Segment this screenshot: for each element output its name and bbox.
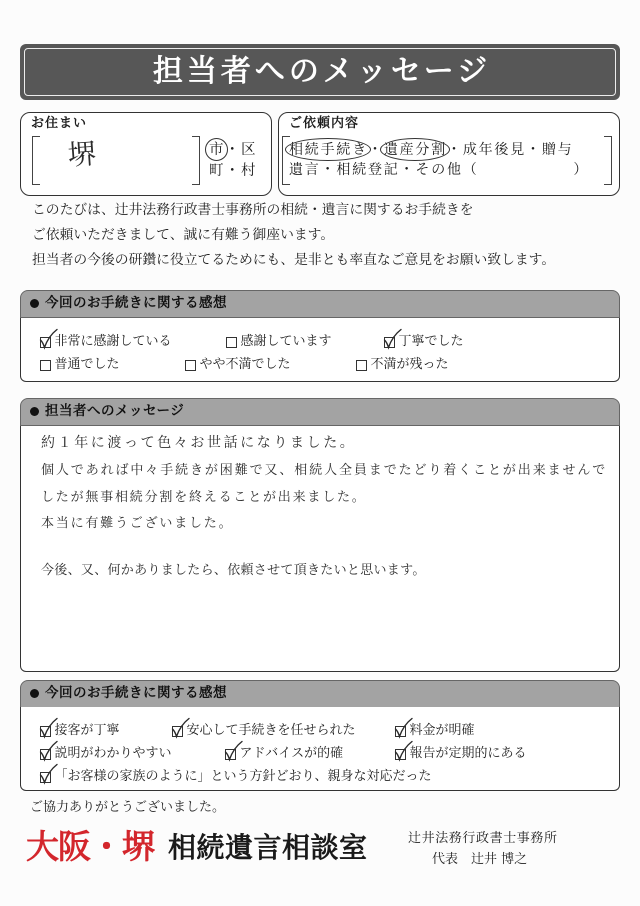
option-label: 不満が残った: [370, 357, 449, 372]
bracket-close-icon: [192, 136, 200, 185]
intro-line: このたびは、辻井法務行政書士事務所の相続・遺言に関するお手続きを: [32, 202, 474, 218]
option-clear-explanation: [40, 746, 172, 762]
request-box: [278, 112, 620, 196]
option-somewhat-dissatisfied: [185, 357, 291, 373]
municipality-option-town-village[interactable]: 町・村: [209, 163, 257, 179]
request-options-row-2[interactable]: 遺言・相続登記・その他（ ）: [289, 162, 590, 178]
service-section-header: [20, 680, 620, 708]
option-polite: [384, 334, 464, 350]
option-label: 説明がわかりやすい: [54, 746, 172, 761]
bracket-open-icon: [32, 136, 40, 185]
option-label: 料金が明確: [409, 723, 475, 738]
check-mark-icon: [383, 329, 402, 350]
bullet-icon: [30, 299, 39, 308]
option-very-grateful: [40, 334, 172, 350]
option-accurate-advice: [225, 746, 344, 762]
checkbox[interactable]: [395, 749, 406, 760]
option-trustworthy: [172, 723, 356, 739]
option-regular-reports: [395, 746, 527, 762]
service-options-box: [20, 707, 620, 791]
form-title-banner: [20, 44, 620, 100]
impression-options-box: [20, 318, 620, 382]
request-label: ご依頼内容: [289, 116, 360, 131]
option-label: 丁寧でした: [398, 334, 464, 349]
impression-section-header: [20, 290, 620, 318]
check-mark-icon: [39, 329, 58, 350]
handwritten-message-line: 本当に有難うございました。: [41, 516, 234, 531]
bullet-icon: [30, 407, 39, 416]
checkbox[interactable]: [185, 360, 196, 371]
check-mark-stroke: [172, 718, 189, 736]
municipality-option-ward[interactable]: ・区: [225, 142, 257, 158]
representative-name: 代表 辻井 博之: [432, 852, 528, 867]
check-mark-icon: [394, 741, 413, 762]
handwritten-message-line: したが無事相続分割を終えることが出来ました。: [41, 490, 367, 505]
option-label: 報告が定期的にある: [409, 746, 527, 761]
option-average: [40, 357, 120, 373]
request-separator: ・: [368, 142, 384, 158]
message-section-header: [20, 398, 620, 426]
option-family-like-care: [40, 769, 432, 785]
brand-place-name: 大阪・堺: [26, 827, 154, 866]
option-label: 「お客様の家族のように」という方針どおり、親身な対応だった: [54, 769, 432, 784]
option-clear-fees: [395, 723, 475, 739]
check-mark-icon: [39, 741, 58, 762]
checkbox[interactable]: [40, 726, 51, 737]
checkbox[interactable]: [384, 337, 395, 348]
form-title: 担当者へのメッセージ: [152, 54, 492, 89]
option-label: 感謝しています: [240, 334, 332, 349]
residence-box: [20, 112, 272, 196]
checkbox[interactable]: [40, 360, 51, 371]
check-mark-icon: [39, 764, 58, 785]
municipality-option-city[interactable]: 市: [209, 142, 225, 158]
check-mark-icon: [394, 718, 413, 739]
section-title: 今回のお手続きに関する感想: [45, 685, 227, 701]
municipality-type-row: [209, 141, 257, 159]
option-label: アドバイスが的確: [239, 746, 344, 761]
check-mark-stroke: [40, 718, 57, 736]
check-mark-icon: [224, 741, 243, 762]
residence-handwritten-value: 堺: [66, 137, 98, 172]
request-options-row-1: [289, 141, 573, 159]
handwritten-message-line: 約１年に渡って色々お世話になりました。: [41, 435, 357, 451]
check-mark-icon: [171, 718, 190, 739]
check-mark-stroke: [395, 718, 412, 736]
option-courteous-service: [40, 723, 120, 739]
check-mark-stroke: [40, 741, 57, 759]
check-mark-stroke: [40, 329, 57, 347]
checkbox[interactable]: [356, 360, 367, 371]
handwritten-message-line: 今後、又、何かありましたら、依頼させて頂きたいと思います。: [41, 563, 426, 578]
checkbox[interactable]: [225, 749, 236, 760]
checkbox[interactable]: [395, 726, 406, 737]
bullet-icon: [30, 689, 39, 698]
check-mark-stroke: [384, 329, 401, 347]
thanks-message: ご協力ありがとうございました。: [30, 800, 226, 815]
check-mark-stroke: [395, 741, 412, 759]
request-option-guardianship-gift[interactable]: ・成年後見・贈与: [447, 142, 574, 158]
checkbox[interactable]: [40, 772, 51, 783]
option-grateful: [226, 334, 332, 350]
request-option-inheritance-procedure[interactable]: 相続手続き: [289, 142, 368, 158]
option-label: 非常に感謝している: [54, 334, 172, 349]
office-name: 辻井法務行政書士事務所: [408, 831, 558, 846]
option-label: 普通でした: [54, 357, 120, 372]
option-label: 接客が丁寧: [54, 723, 120, 738]
checkbox[interactable]: [226, 337, 237, 348]
handwritten-message-line: 個人であれば中々手続きが困難で又、相続人全員までたどり着くことが出来ませんで: [41, 463, 608, 478]
option-dissatisfied: [356, 357, 449, 373]
checkbox[interactable]: [40, 749, 51, 760]
section-title: 今回のお手続きに関する感想: [45, 295, 227, 311]
bracket-close-icon: [604, 136, 612, 185]
check-mark-stroke: [40, 764, 57, 782]
message-box: [20, 426, 620, 672]
check-mark-icon: [39, 718, 58, 739]
residence-label: お住まい: [31, 116, 88, 131]
intro-line: ご依頼いただきまして、誠に有難う御座います。: [32, 227, 335, 243]
option-label: 安心して手続きを任せられた: [186, 723, 356, 738]
checkbox[interactable]: [172, 726, 183, 737]
section-title: 担当者へのメッセージ: [45, 403, 185, 419]
check-mark-stroke: [225, 741, 242, 759]
request-option-estate-division[interactable]: 遺産分割: [383, 142, 448, 158]
option-label: やや不満でした: [199, 357, 291, 372]
brand-office-name: 相続遺言相談室: [168, 831, 368, 864]
checkbox[interactable]: [40, 337, 51, 348]
intro-line: 担当者の今後の研鑽に役立てるためにも、是非とも率直なご意見をお願い致します。: [32, 252, 556, 268]
